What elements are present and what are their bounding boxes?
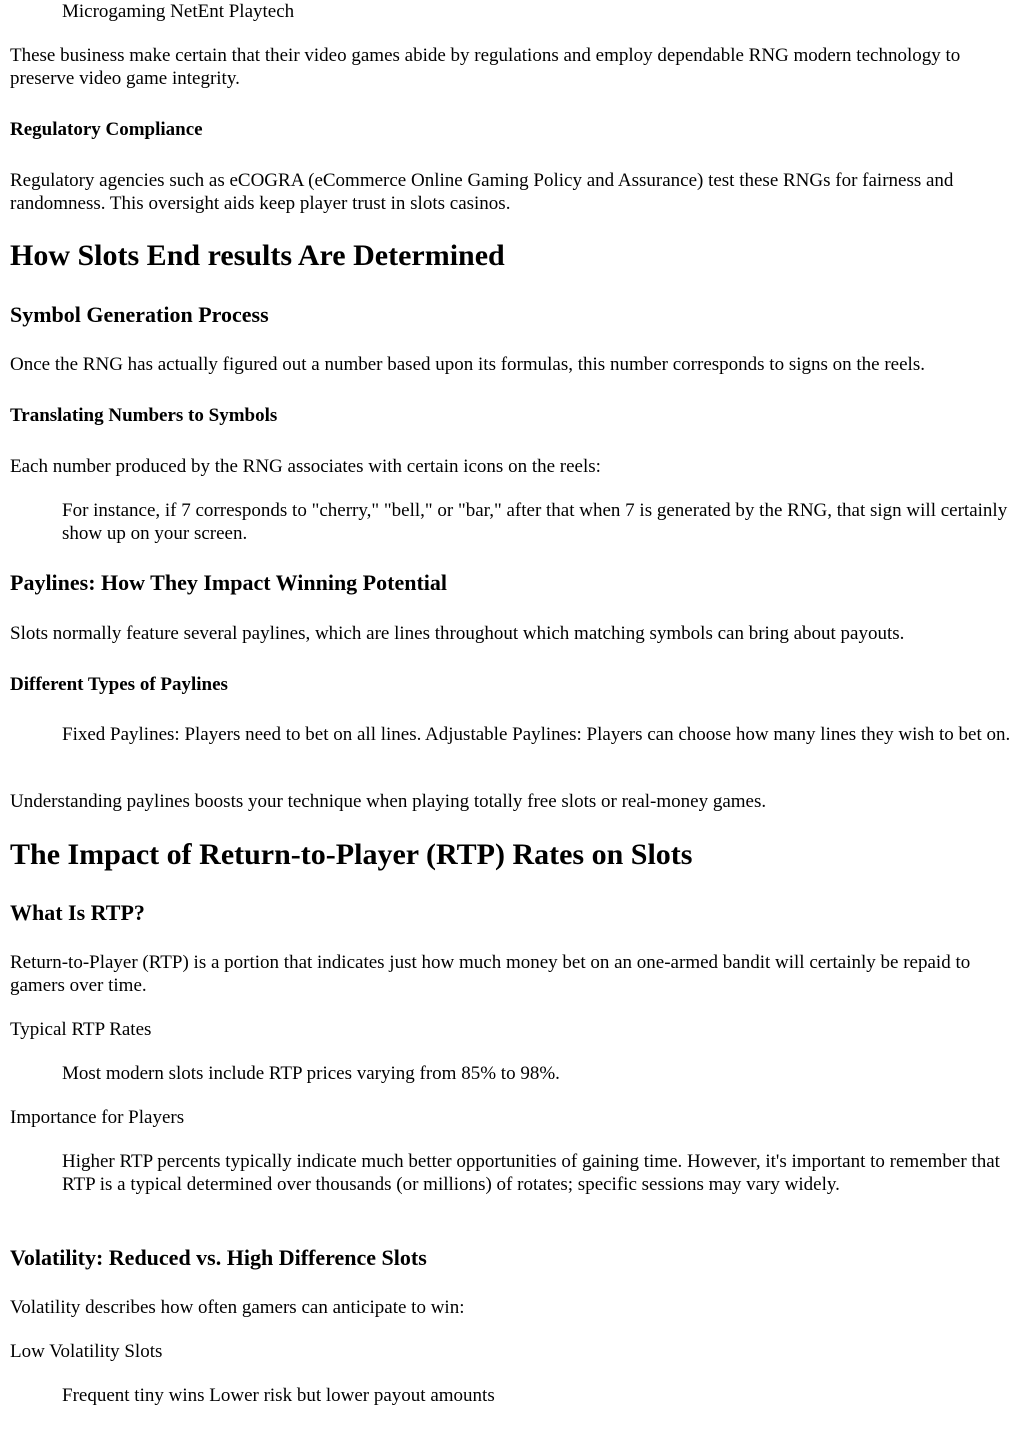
typical-rtp-paragraph: Most modern slots include RTP prices varying from 85% to 98%. <box>62 1063 560 1084</box>
low-volatility-paragraph: Frequent tiny wins Lower risk but lower payout amounts <box>62 1385 495 1406</box>
payline-types-paragraph: Fixed Paylines: Players need to bet on all lines. Adjustable Paylines: Players can choose how many lines they wish to bet on. <box>62 724 1011 745</box>
payline-types-heading: Different Types of Paylines <box>10 674 228 695</box>
paylines-heading: Paylines: How They Impact Winning Potential <box>10 570 447 595</box>
translating-example: For instance, if 7 corresponds to "cherry," "bell," or "bar," after that when 7 is generated by the RNG, that sign will certainly show up on your screen. <box>62 500 1008 544</box>
regulatory-paragraph: Regulatory agencies such as eCOGRA (eCommerce Online Gaming Policy and Assurance) test these RNGs for fairness and randomness. This oversight aids keep player trust in slots casinos. <box>10 170 954 214</box>
what-is-rtp-heading: What Is RTP? <box>10 900 145 925</box>
paylines-paragraph: Slots normally feature several paylines, which are lines throughout which matching symbols can bring about payouts. <box>10 623 905 644</box>
volatility-paragraph: Volatility describes how often gamers can anticipate to win: <box>10 1297 465 1318</box>
providers-paragraph: These business make certain that their video games abide by regulations and employ dependable RNG modern technology to preserve video game integrity. <box>10 45 961 89</box>
importance-label: Importance for Players <box>10 1107 185 1128</box>
translating-heading: Translating Numbers to Symbols <box>10 405 278 426</box>
outcomes-heading: How Slots End results Are Determined <box>10 239 505 272</box>
paylines-summary: Understanding paylines boosts your technique when playing totally free slots or real-money games. <box>10 791 767 812</box>
providers-list: Microgaming NetEnt Playtech <box>62 1 295 22</box>
importance-paragraph: Higher RTP percents typically indicate much better opportunities of gaining time. However, it's important to remember that RTP is a typical determined over thousands (or millions) of rotates; specific sessions may vary widely. <box>62 1151 1000 1195</box>
rtp-paragraph: Return-to-Player (RTP) is a portion that indicates just how much money bet on an one-armed bandit will certainly be repaid to gamers over time. <box>10 952 971 996</box>
symbol-generation-heading: Symbol Generation Process <box>10 302 269 327</box>
rtp-impact-heading: The Impact of Return-to-Player (RTP) Rates on Slots <box>10 838 693 871</box>
low-volatility-label: Low Volatility Slots <box>10 1341 163 1362</box>
regulatory-heading: Regulatory Compliance <box>10 119 203 140</box>
translating-paragraph: Each number produced by the RNG associates with certain icons on the reels: <box>10 456 601 477</box>
symbol-generation-paragraph: Once the RNG has actually figured out a number based upon its formulas, this number corresponds to signs on the reels. <box>10 354 925 375</box>
volatility-heading: Volatility: Reduced vs. High Difference Slots <box>10 1245 427 1270</box>
typical-rtp-label: Typical RTP Rates <box>10 1019 152 1040</box>
